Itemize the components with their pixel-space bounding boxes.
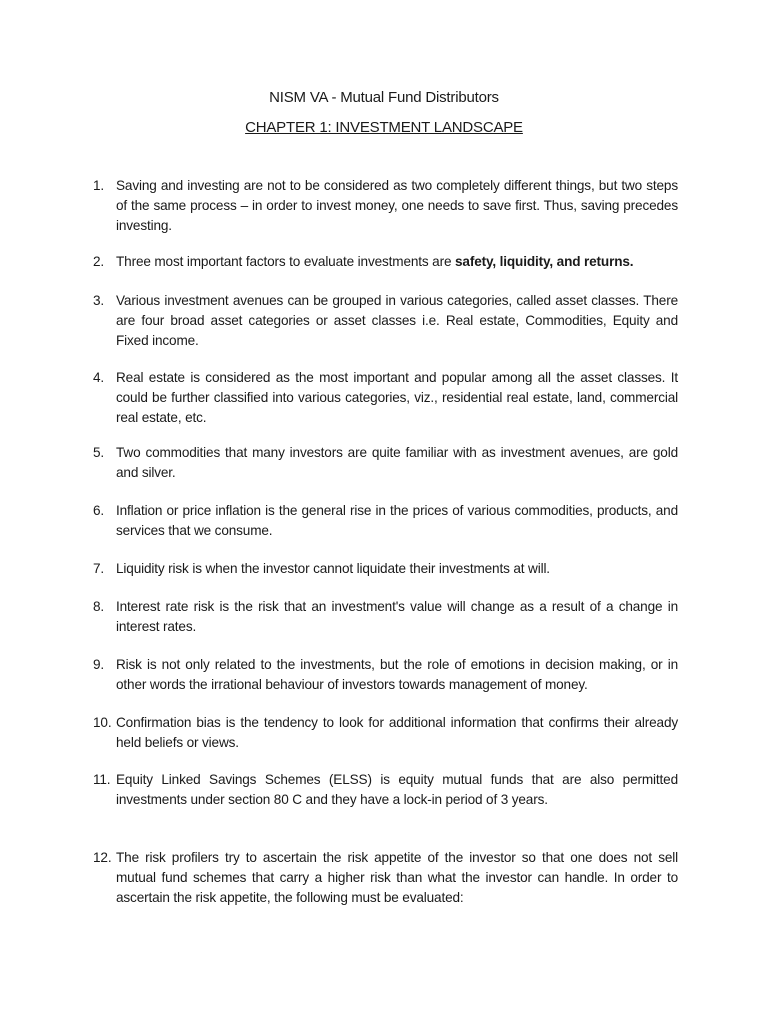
item-number: 8. bbox=[93, 599, 105, 614]
item-number: 1. bbox=[93, 178, 105, 193]
item-text: Various investment avenues can be grouped in various categories, called asset classes. There are four broad asset categories or asset classes i.e. Real estate, Commodities, Equity and Fixed income. bbox=[116, 293, 678, 348]
item-text: Two commodities that many investors are quite familiar with as investment avenues, are gold and silver. bbox=[116, 445, 678, 480]
item-text: The risk profilers try to ascertain the risk appetite of the investor so that one does not sell mutual fund schemes that carry a higher risk than what the investor can handle. In order to ascertain the risk appetite, the following must be evaluated: bbox=[116, 850, 678, 905]
item-number: 2. bbox=[93, 254, 105, 269]
item-text: Confirmation bias is the tendency to look for additional information that confirms their already held beliefs or views. bbox=[116, 715, 678, 750]
item-text: Risk is not only related to the investments, but the role of emotions in decision making, or in other words the irrational behaviour of investors towards management of money. bbox=[116, 657, 678, 692]
item-number: 11. bbox=[93, 772, 111, 787]
list-item bbox=[90, 770, 678, 810]
list-item bbox=[90, 501, 678, 541]
list-item bbox=[90, 368, 678, 428]
item-number: 10. bbox=[93, 715, 112, 730]
item-text: Equity Linked Savings Schemes (ELSS) is equity mutual funds that are also permitted investments under section 80 C and they have a lock-in period of 3 years. bbox=[116, 772, 678, 807]
chapter-heading: CHAPTER 1: INVESTMENT LANDSCAPE bbox=[245, 119, 523, 136]
item-text: Liquidity risk is when the investor cannot liquidate their investments at will. bbox=[116, 561, 550, 576]
item-text: Interest rate risk is the risk that an investment's value will change as a result of a change in interest rates. bbox=[116, 599, 678, 634]
list-item bbox=[90, 291, 678, 351]
item-text-plain: Three most important factors to evaluate investments are bbox=[116, 254, 456, 269]
list-item bbox=[90, 252, 678, 272]
list-item bbox=[90, 597, 678, 637]
item-number: 6. bbox=[93, 503, 105, 518]
item-number: 3. bbox=[93, 293, 105, 308]
list-item bbox=[90, 713, 678, 753]
item-number: 7. bbox=[93, 561, 105, 576]
list-item bbox=[90, 559, 678, 579]
item-number: 12. bbox=[93, 850, 112, 865]
item-number: 4. bbox=[93, 370, 105, 385]
item-number: 5. bbox=[93, 445, 105, 460]
list-item bbox=[90, 848, 678, 908]
list-item bbox=[90, 176, 678, 236]
item-text-bold: safety, liquidity, and returns. bbox=[455, 254, 634, 269]
item-text bbox=[116, 252, 678, 272]
list-item bbox=[90, 443, 678, 483]
item-text: Saving and investing are not to be considered as two completely different things, but two steps of the same process – in order to invest money, one needs to save first. Thus, saving precedes investing. bbox=[116, 178, 678, 233]
list-item bbox=[90, 655, 678, 695]
document-title: NISM VA - Mutual Fund Distributors bbox=[269, 89, 499, 106]
item-text: Inflation or price inflation is the general rise in the prices of various commodities, products, and services that we consume. bbox=[116, 503, 678, 538]
item-text: Real estate is considered as the most important and popular among all the asset classes. It could be further classified into various categories, viz., residential real estate, land, commercial real estate, etc. bbox=[116, 370, 678, 425]
item-number: 9. bbox=[93, 657, 105, 672]
